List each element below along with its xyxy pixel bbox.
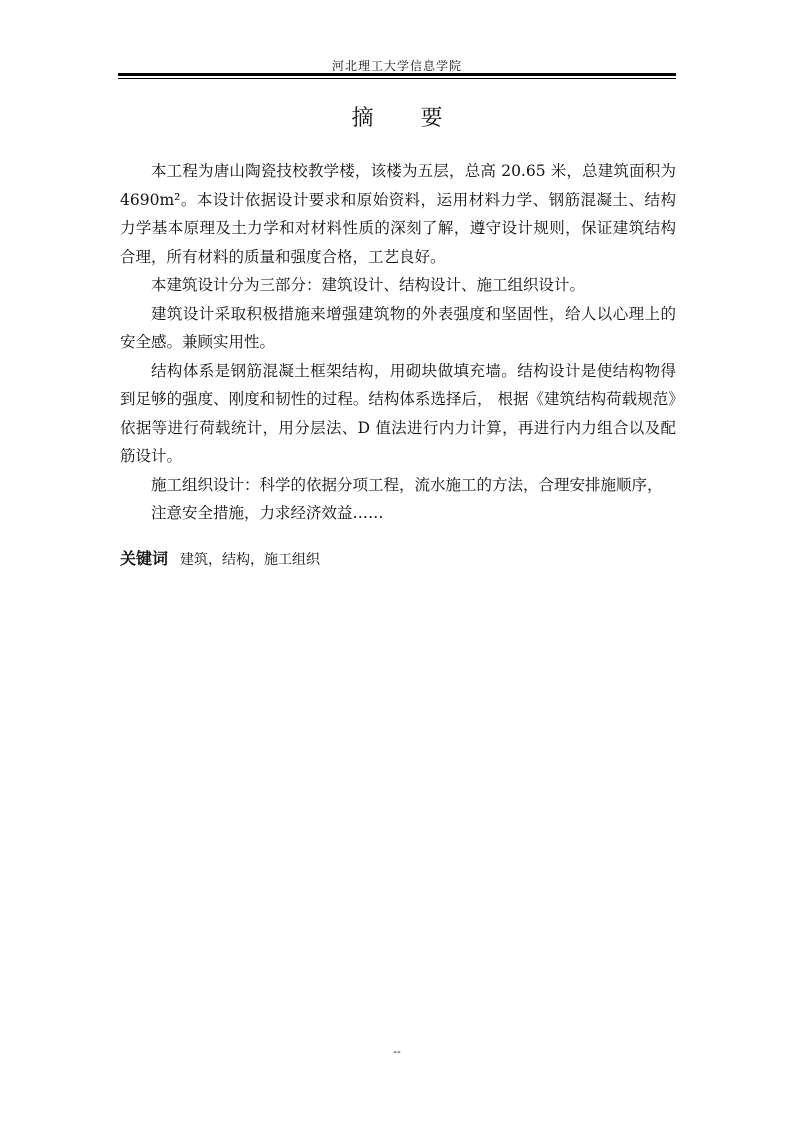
header-rule-thin (118, 78, 676, 79)
abstract-paragraph: 注意安全措施，力求经济效益…… (151, 504, 384, 522)
keywords-line (120, 546, 320, 569)
abstract-heading: 摘 要 (351, 106, 463, 131)
abstract-paragraph: 结构体系是钢筋混凝土框架结构，用砌块做填充墙。结构设计是使结构物得到足够的强度、刚度和韧性的过程。结构体系选择后， 根据《建筑结构荷载规范》依据等进行荷载统计，用分层法、D 值法进行内力计算，再进行内力组合以及配筋设计。 (120, 361, 676, 465)
header-rule-thick (118, 73, 676, 76)
page-header-title: 河北理工大学信息学院 (331, 59, 462, 73)
keywords-label: 关键词 (120, 549, 169, 568)
keywords-value: 建筑，结构，施工组织 (180, 552, 321, 568)
abstract-paragraph: 施工组织设计：科学的依据分项工程，流水施工的方法，合理安排施顺序， (151, 475, 663, 494)
abstract-body (120, 157, 676, 528)
abstract-paragraph: 建筑设计采取积极措施来增强建筑物的外表强度和坚固性，给人以心理上的安全感。兼顾实用性。 (120, 304, 676, 351)
page-number-mark: -- (393, 1045, 401, 1058)
abstract-paragraph: 本建筑设计分为三部分：建筑设计、结构设计、施工组织设计。 (151, 276, 586, 294)
abstract-paragraph: 本工程为唐山陶瓷技校教学楼，该楼为五层，总高 20.65 米，总建筑面积为 4690m²。本设计依据设计要求和原始资料，运用材料力学、钢筋混凝土、结构力学基本原理及土力学和对材料性质的深刻了解，遵守设计规则，保证建筑结构合理，所有材料的质量和强度合格，工艺良好。 (120, 162, 676, 266)
